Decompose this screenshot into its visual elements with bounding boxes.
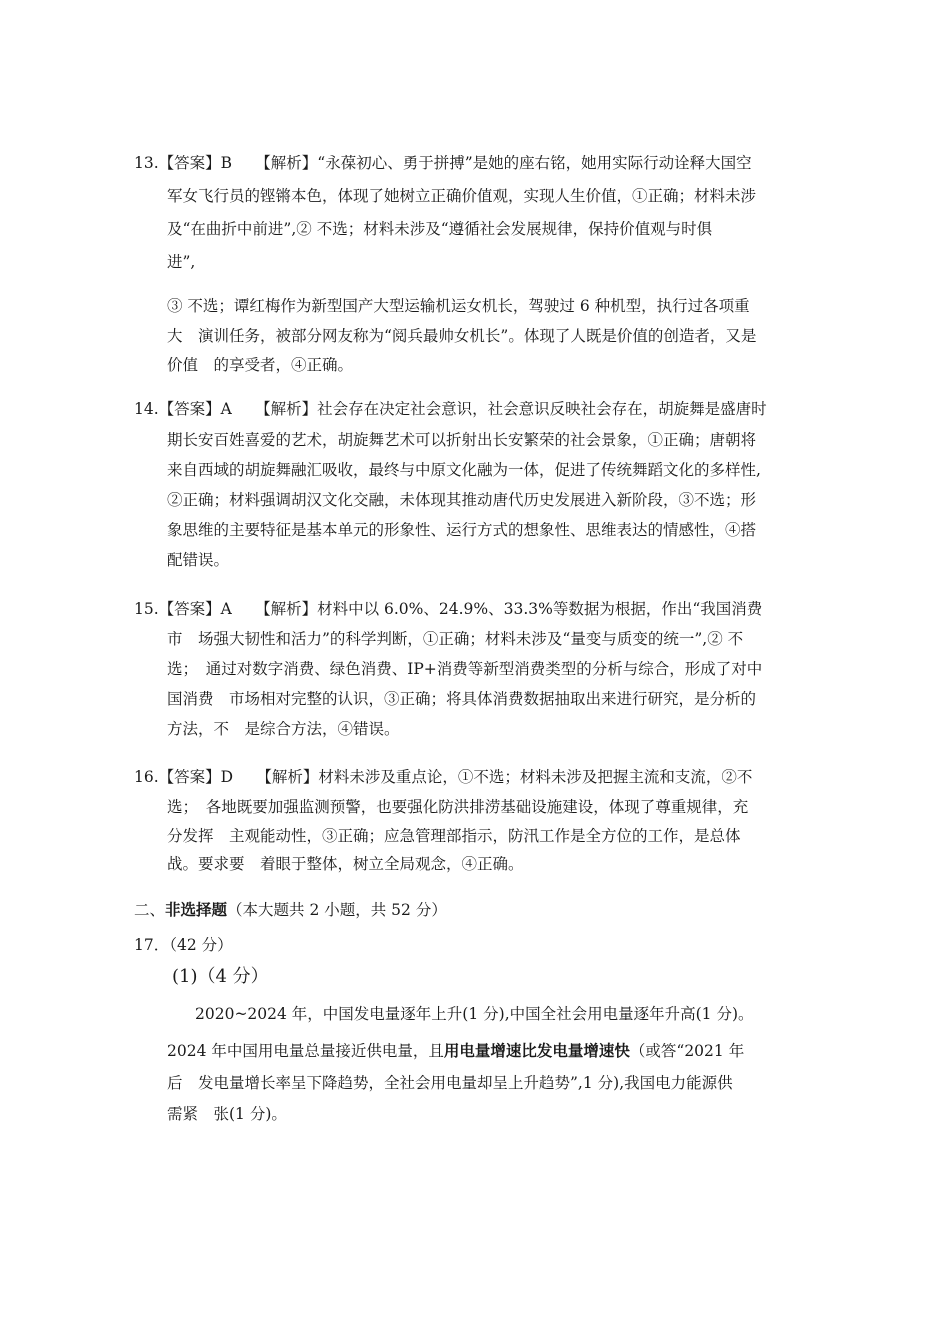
- answer-17-line: 后 发电量增长率呈下降趋势，全社会用电量却呈上升趋势”,1 分),我国电力能源供: [167, 1074, 733, 1092]
- answer-17-line: 需紧 张(1 分)。: [167, 1105, 287, 1123]
- answer-15-line: 市 场强大韧性和活力”的科学判断，①正确；材料未涉及“量变与质变的统一”,② 不: [167, 630, 744, 648]
- answer-17-header: 17．（42 分）: [134, 936, 233, 954]
- answer-13-line: 大 演训任务，被部分网友称为“阅兵最帅女机长”。体现了人既是价值的创造者，又是: [167, 327, 757, 345]
- answer-14-line: ②正确；材料强调胡汉文化交融，未体现其推动唐代历史发展进入新阶段，③不选；形: [167, 491, 757, 509]
- section-2-prefix: 二、: [134, 901, 166, 919]
- answer-14-line: 来自西域的胡旋舞融汇吸收，最终与中原文化融为一体，促进了传统舞蹈文化的多样性,: [167, 461, 761, 479]
- answer-17-sub1-heading: (1)（4 分）: [172, 966, 269, 987]
- section-2-note: （本大题共 2 小题，共 52 分）: [227, 901, 447, 919]
- answer-14-line: 象思维的主要特征是基本单元的形象性、运行方式的想象性、思维表达的情感性，④搭: [167, 521, 757, 539]
- answer-16-line: 选； 各地既要加强监测预警，也要强化防洪排涝基础设施建设，体现了尊重规律，充: [167, 798, 749, 816]
- answer-16-line: 16.【答案】D 【解析】材料未涉及重点论，①不选；材料未涉及把握主流和支流，②不: [134, 768, 753, 786]
- answer-13-line: 及“在曲折中前进”,② 不选；材料未涉及“遵循社会发展规律，保持价值观与时俱: [167, 220, 713, 238]
- answer-15-line: 选； 通过对数字消费、绿色消费、IP+消费等新型消费类型的分析与综合，形成了对中: [167, 660, 763, 678]
- section-2-heading: [134, 899, 447, 921]
- answer-14-line: 配错误。: [167, 551, 230, 569]
- answer-17-text: （或答“2021 年: [629, 1042, 745, 1060]
- answer-13-line: 价值 的享受者，④正确。: [167, 356, 354, 374]
- answer-13-line: ③ 不选；谭红梅作为新型国产大型运输机运女机长，驾驶过 6 种机型，执行过各项重: [167, 297, 750, 315]
- section-2-title: 非选择题: [165, 901, 228, 919]
- answer-13-line: 进”,: [167, 253, 196, 271]
- answer-14-line: 期长安百姓喜爱的艺术，胡旋舞艺术可以折射出长安繁荣的社会景象，①正确；唐朝将: [167, 431, 757, 449]
- answer-15-line: 15.【答案】A 【解析】材料中以 6.0%、24.9%、33.3%等数据为根据，作出“我国消费: [134, 600, 763, 618]
- answer-16-line: 战。要求要 着眼于整体，树立全局观念，④正确。: [167, 855, 524, 873]
- answer-17-line: [167, 1040, 744, 1062]
- answer-13-line: 军女飞行员的铿锵本色，体现了她树立正确价值观，实现人生价值，①正确；材料未涉: [167, 187, 757, 205]
- answer-14-line: 14.【答案】A 【解析】社会存在决定社会意识，社会意识反映社会存在，胡旋舞是盛唐时: [134, 400, 767, 418]
- answer-17-key-point: 用电量增速比发电量增速快: [443, 1042, 630, 1060]
- answer-13-line: 13.【答案】B 【解析】“永葆初心、勇于拼搏”是她的座右铭，她用实际行动诠释大国空: [134, 154, 752, 172]
- answer-16-line: 分发挥 主观能动性，③正确；应急管理部指示，防汛工作是全方位的工作，是总体: [167, 827, 741, 845]
- answer-15-line: 方法，不 是综合方法，④错误。: [167, 720, 400, 738]
- answer-17-line: 2020~2024 年，中国发电量逐年上升(1 分),中国全社会用电量逐年升高(1 分)。: [195, 1005, 754, 1023]
- answer-17-text: 2024 年中国用电量总量接近供电量，且: [167, 1042, 444, 1060]
- answer-15-line: 国消费 市场相对完整的认识，③正确；将具体消费数据抽取出来进行研究，是分析的: [167, 690, 757, 708]
